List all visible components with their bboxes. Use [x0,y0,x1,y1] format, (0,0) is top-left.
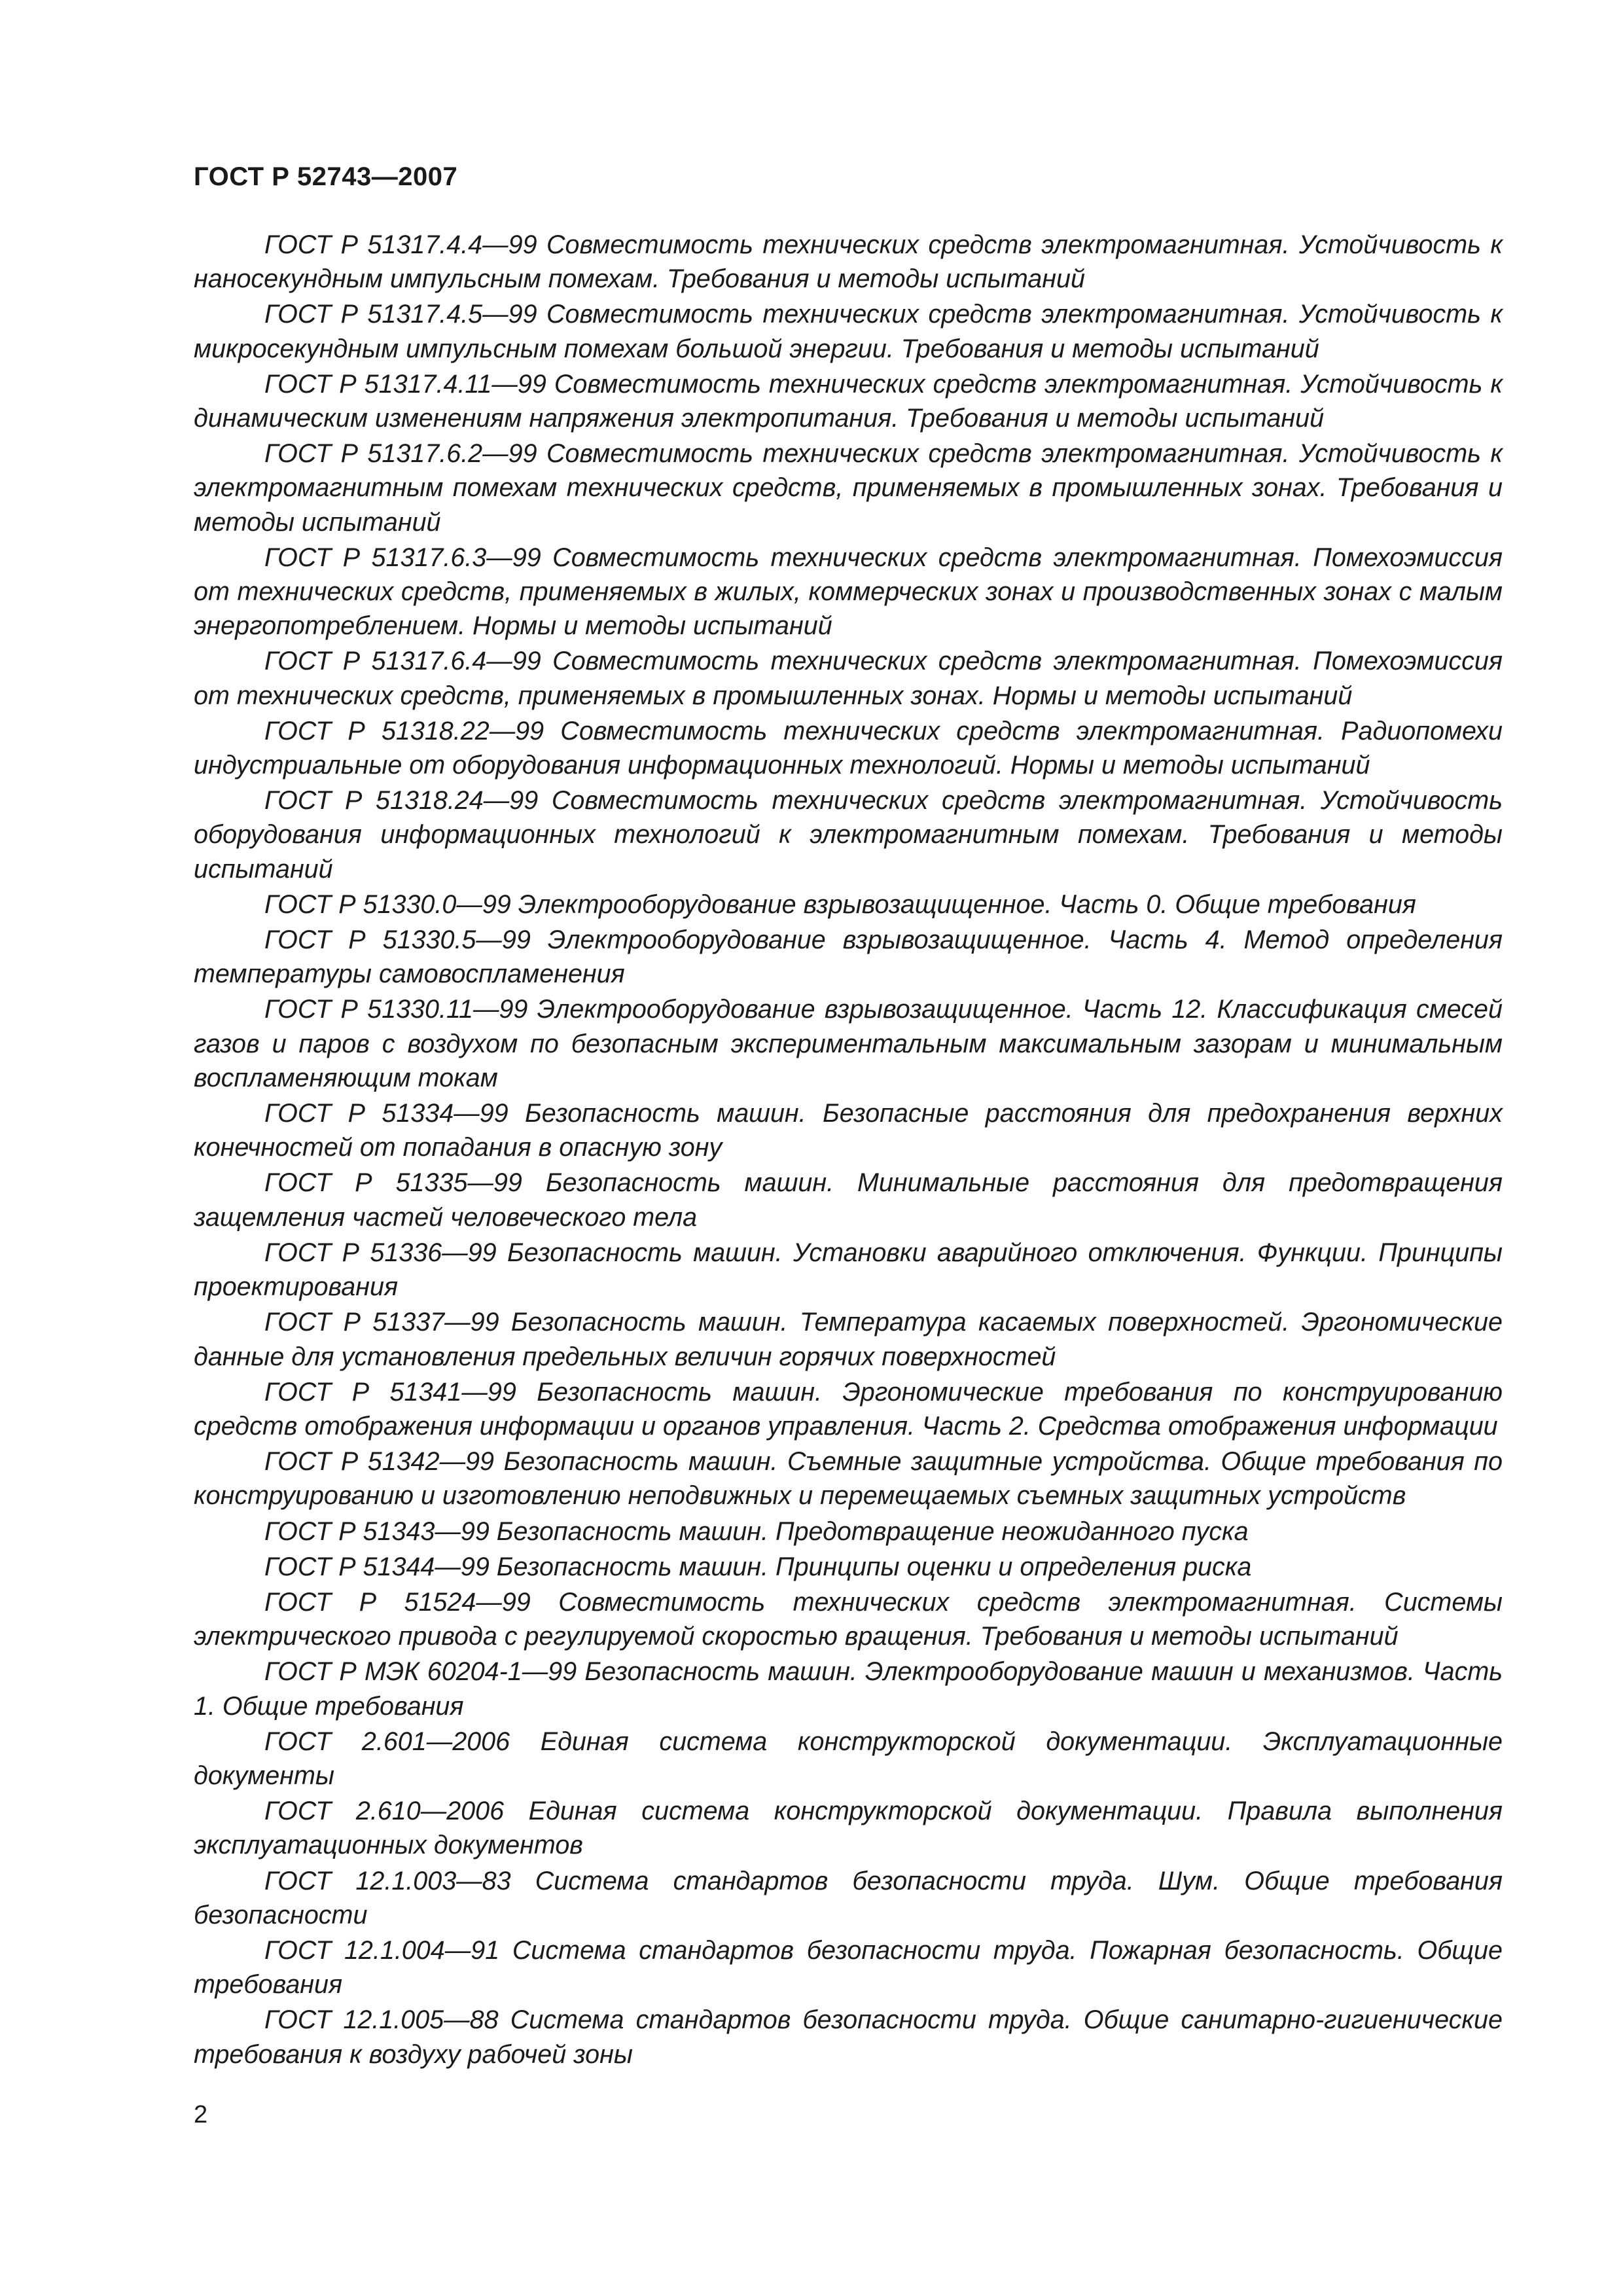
reference-entry: ГОСТ Р 51344—99 Безопасность машин. Принципы оценки и определения риска [264,1552,1252,1581]
reference-entry: ГОСТ Р МЭК 60204-1—99 Безопасность машин. Электрооборудование машин и механизмов. Часть 1. Общие требования [194,1657,1503,1721]
reference-entry: ГОСТ Р 51317.6.3—99 Совместимость технических средств электромагнитная. Помехоэмиссия от технических средств, применяемых в жилых, коммерческих зонах и производственных зонах с малым энергопотреблением. Нормы и методы испытаний [194,543,1503,641]
reference-entry: ГОСТ Р 51330.11—99 Электрооборудование взрывозащищенное. Часть 12. Классификация смесей газов и паров с воздухом по безопасным экспериментальным максимальным зазорам и минимальным воспламеняющим токам [194,995,1503,1092]
reference-entry: ГОСТ Р 51334—99 Безопасность машин. Безопасные расстояния для предохранения верхних конечностей от попадания в опасную зону [194,1099,1503,1162]
normative-references-list [194,228,1503,2073]
reference-entry: ГОСТ 2.601—2006 Единая система конструкторской документации. Эксплуатационные документы [194,1727,1503,1790]
reference-entry: ГОСТ Р 51341—99 Безопасность машин. Эргономические требования по конструированию средств отображения информации и органов управления. Часть 2. Средства отображения информации [194,1377,1503,1441]
reference-entry: ГОСТ Р 51317.6.4—99 Совместимость технических средств электромагнитная. Помехоэмиссия от технических средств, применяемых в промышленных зонах. Нормы и методы испытаний [194,647,1503,710]
reference-entry: ГОСТ Р 51335—99 Безопасность машин. Минимальные расстояния для предотвращения защемления частей человеческого тела [194,1168,1503,1232]
reference-entry: ГОСТ Р 51318.22—99 Совместимость технических средств электромагнитная. Радиопомехи индустриальные от оборудования информационных технологий. Нормы и методы испытаний [194,716,1503,780]
reference-entry: ГОСТ Р 51318.24—99 Совместимость технических средств электромагнитная. Устойчивость оборудования информационных технологий к электромагнитным помехам. Требования и методы испытаний [194,786,1503,884]
document-header: ГОСТ Р 52743—2007 [194,162,458,191]
reference-entry: ГОСТ Р 51317.6.2—99 Совместимость технических средств электромагнитная. Устойчивость к электромагнитным помехам технических средств, применяемых в промышленных зонах. Требования и методы испытаний [194,439,1503,537]
reference-entry: ГОСТ Р 51317.4.4—99 Совместимость технических средств электромагнитная. Устойчивость к наносекундным импульсным помехам. Требования и методы испытаний [194,230,1503,294]
reference-entry: ГОСТ 2.610—2006 Единая система конструкторской документации. Правила выполнения эксплуатационных документов [194,1797,1503,1860]
reference-entry: ГОСТ Р 51336—99 Безопасность машин. Установки аварийного отключения. Функции. Принципы проектирования [194,1238,1503,1302]
reference-entry: ГОСТ Р 51317.4.5—99 Совместимость технических средств электромагнитная. Устойчивость к микросекундным импульсным помехам большой энергии. Требования и методы испытаний [194,300,1503,363]
reference-entry: ГОСТ Р 51337—99 Безопасность машин. Температура касаемых поверхностей. Эргономические данные для установления предельных величин горячих поверхностей [194,1308,1503,1371]
reference-entry: ГОСТ 12.1.005—88 Система стандартов безопасности труда. Общие санитарно-гигиенические требования к воздуху рабочей зоны [194,2005,1503,2069]
reference-entry: ГОСТ Р 51524—99 Совместимость технических средств электромагнитная. Системы электрического привода с регулируемой скоростью вращения. Требования и методы испытаний [194,1587,1503,1651]
reference-entry: ГОСТ Р 51317.4.11—99 Совместимость технических средств электромагнитная. Устойчивость к динамическим изменениям напряжения электропитания. Требования и методы испытаний [194,369,1503,433]
page-number: 2 [194,2101,208,2128]
reference-entry: ГОСТ Р 51330.5—99 Электрооборудование взрывозащищенное. Часть 4. Метод определения температуры самовоспламенения [194,925,1503,989]
reference-entry: ГОСТ Р 51343—99 Безопасность машин. Предотвращение неожиданного пуска [264,1516,1249,1546]
reference-entry: ГОСТ 12.1.004—91 Система стандартов безопасности труда. Пожарная безопасность. Общие требования [194,1935,1503,2000]
reference-entry: ГОСТ Р 51342—99 Безопасность машин. Съемные защитные устройства. Общие требования по конструированию и изготовлению неподвижных и перемещаемых съемных защитных устройств [194,1447,1503,1511]
reference-entry: ГОСТ 12.1.003—83 Система стандартов безопасности труда. Шум. Общие требования безопасности [194,1866,1503,1929]
reference-entry: ГОСТ Р 51330.0—99 Электрооборудование взрывозащищенное. Часть 0. Общие требования [264,889,1416,919]
